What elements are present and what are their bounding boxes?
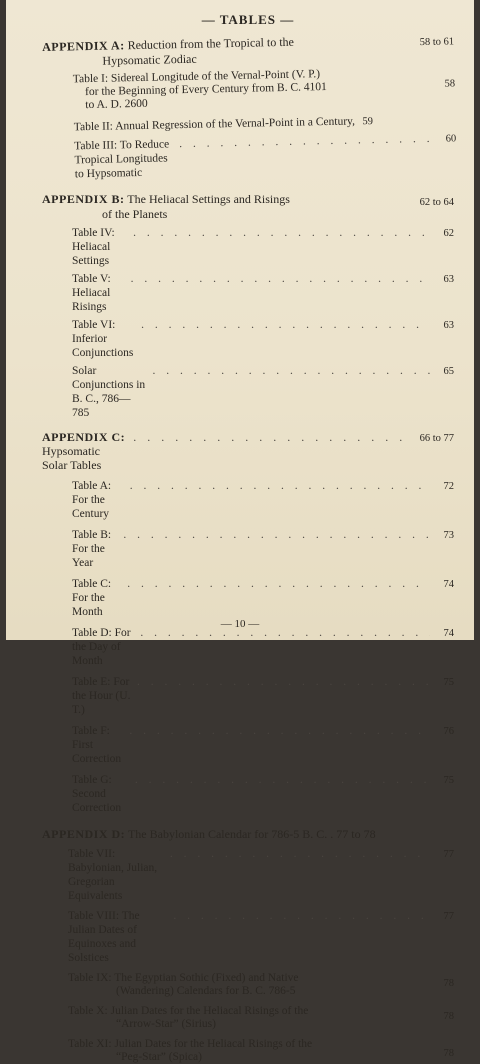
- solar-conjunctions-label: Solar Conjunctions in B. C., 786—785: [72, 365, 146, 419]
- table-v-entry: [42, 272, 454, 314]
- table-x-label-2: “Arrow-Star” (Sirius): [116, 1018, 216, 1030]
- appendix-c-title: APPENDIX C:: [42, 430, 126, 444]
- table-xi-label: Table XI: Julian Dates for the Heliacal Risings of the: [68, 1038, 313, 1050]
- table-viii-label: Table VIII: The Julian Dates of Equinoxes and Solstices: [68, 910, 140, 964]
- appendix-c-page: 66 to 77: [419, 433, 454, 444]
- table-iii-entry: [44, 131, 457, 182]
- page-number: — 10 —: [220, 618, 260, 630]
- book-page: [6, 0, 474, 1063]
- table-f-entry: [42, 724, 454, 766]
- leader-dots: [123, 528, 430, 542]
- table-iii-page: 60: [445, 133, 457, 145]
- table-vi-label: Table VI: Inferior Conjunctions: [72, 319, 134, 359]
- appendix-a-desc: Reduction from the Tropical to the: [127, 34, 295, 53]
- table-g-label: Table G: Second Correction: [72, 774, 122, 814]
- table-ix-entry: [42, 972, 454, 998]
- table-d-page: 74: [443, 628, 454, 639]
- appendix-a-section: [42, 31, 457, 182]
- table-d-label: Table D: For the Day of Month: [72, 627, 131, 667]
- appendix-d-desc: The Babylonian Calendar for 786-5 B. C. . 77 to 78: [127, 827, 376, 841]
- appendix-d-title: APPENDIX D:: [42, 827, 126, 841]
- table-vii-label: Table VII: Babylonian, Julian, Gregorian Equivalents: [68, 848, 158, 902]
- leader-dots: [133, 430, 413, 444]
- leader-dots: [133, 226, 430, 240]
- appendix-c-desc: Hypsomatic Solar Tables: [42, 444, 102, 472]
- leader-dots: [152, 364, 430, 378]
- leader-dots: [141, 318, 430, 332]
- leader-dots: [179, 132, 432, 151]
- appendix-b-page: 62 to 64: [419, 197, 454, 208]
- table-i-label-2: for the Beginning of Every Century from B. C. 4101: [84, 81, 327, 99]
- leader-dots: [130, 479, 430, 493]
- table-viii-page: 77: [443, 911, 454, 922]
- appendix-b-desc-cont: of the Planets: [102, 207, 168, 221]
- table-i-page: 58: [444, 78, 456, 90]
- table-ii-page: 59: [362, 116, 374, 128]
- appendix-a-entry: [42, 31, 455, 70]
- table-f-page: 76: [443, 726, 454, 737]
- table-e-label: Table E: For the Hour (U. T.): [72, 676, 131, 716]
- table-a-entry: [42, 479, 454, 521]
- leader-dots: [173, 909, 430, 923]
- page-heading: — TABLES —: [201, 12, 295, 27]
- table-i-entry: [43, 65, 456, 113]
- table-ix-label-2: (Wandering) Calendars for B. C. 786-5: [116, 985, 296, 997]
- table-ii-label: Table II: Annual Regression of the Vernal-Point in a Century,: [73, 115, 356, 134]
- table-vii-entry: [42, 847, 454, 903]
- table-f-label: Table F: First Correction: [72, 725, 122, 765]
- table-vii-page: 77: [443, 849, 454, 860]
- leader-dots: [127, 577, 430, 591]
- appendix-a-title: APPENDIX A:: [42, 38, 125, 54]
- table-x-page: 78: [443, 1011, 454, 1022]
- leader-dots: [137, 675, 430, 689]
- table-e-page: 75: [443, 677, 454, 688]
- table-b-label: Table B: For the Year: [72, 529, 112, 569]
- table-x-label: Table X: Julian Dates for the Heliacal Risings of the: [68, 1005, 309, 1017]
- table-c-page: 74: [443, 579, 454, 590]
- leader-dots: [135, 773, 430, 787]
- table-viii-entry: [42, 909, 454, 965]
- table-ix-label: Table IX: The Egyptian Sothic (Fixed) and Native: [68, 972, 299, 984]
- table-iv-page: 62: [443, 228, 454, 239]
- appendix-c-entry: [42, 430, 454, 472]
- table-v-page: 63: [443, 274, 454, 285]
- table-i-label-3: to A. D. 2600: [85, 97, 148, 112]
- table-xi-page: 78: [443, 1048, 454, 1059]
- appendix-b-title: APPENDIX B:: [42, 192, 125, 206]
- appendix-b-entry: [42, 192, 454, 222]
- table-v-label: Table V: Heliacal Risings: [72, 273, 111, 313]
- table-c-label: Table C: For the Month: [72, 578, 112, 618]
- table-b-page: 73: [443, 530, 454, 541]
- table-a-page: 72: [443, 481, 454, 492]
- table-i-label: Table I: Sidereal Longitude of the Vernal-Point (V. P.): [72, 68, 321, 86]
- table-vi-entry: [42, 318, 454, 360]
- table-iii-label: Table III: To Reduce Tropical Longitudes to Hypsomatic: [74, 138, 170, 181]
- appendix-d-section: [42, 827, 454, 1064]
- table-vi-page: 63: [443, 320, 454, 331]
- table-e-entry: [42, 675, 454, 717]
- leader-dots: [131, 272, 430, 286]
- appendix-a-page: 58 to 61: [419, 36, 455, 49]
- leader-dots: [170, 847, 430, 861]
- table-d-entry: [42, 626, 454, 668]
- table-xi-label-2: “Peg-Star” (Spica): [116, 1051, 202, 1063]
- table-x-entry: [42, 1005, 454, 1031]
- solar-conjunctions-page: 65: [443, 366, 454, 377]
- table-g-entry: [42, 773, 454, 815]
- table-xi-entry: [42, 1038, 454, 1064]
- leader-dots: [129, 724, 430, 738]
- table-a-label: Table A: For the Century: [72, 480, 112, 520]
- appendix-b-desc: The Heliacal Settings and Risings: [127, 192, 290, 206]
- table-g-page: 75: [443, 775, 454, 786]
- appendix-a-desc-cont: Hypsomatic Zodiac: [102, 51, 197, 68]
- table-c-entry: [42, 577, 454, 619]
- table-iv-entry: [42, 226, 454, 268]
- table-b-entry: [42, 528, 454, 570]
- table-iv-label: Table IV: Heliacal Settings: [72, 227, 115, 267]
- appendix-b-section: [42, 192, 454, 420]
- table-ix-page: 78: [443, 978, 454, 989]
- appendix-d-entry: [42, 827, 454, 841]
- solar-conjunctions-entry: [42, 364, 454, 420]
